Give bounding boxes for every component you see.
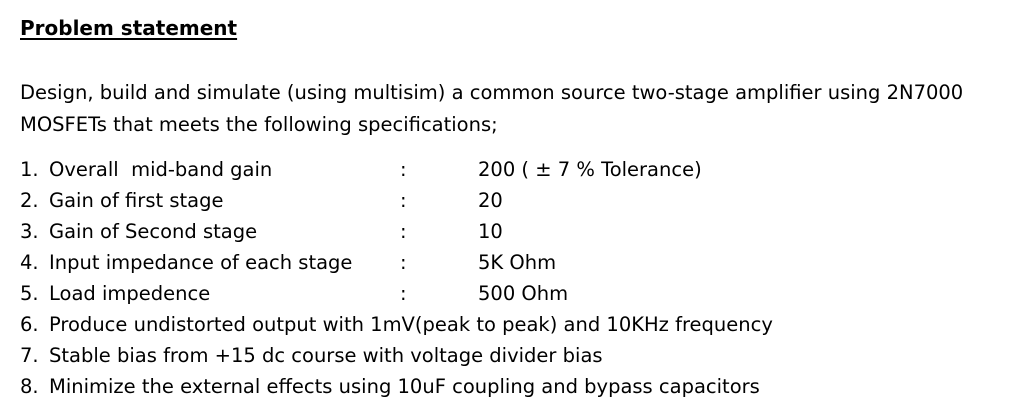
spec-number: 8. <box>20 375 39 398</box>
spec-number: 7. <box>20 344 39 367</box>
spec-colon: : <box>400 251 407 274</box>
spec-colon: : <box>400 158 407 181</box>
spec-item <box>20 249 773 280</box>
spec-value: 20 <box>478 189 503 212</box>
spec-label: Gain of first stage <box>49 189 224 212</box>
spec-number: 2. <box>20 189 39 212</box>
spec-item <box>20 342 773 373</box>
spec-number: 6. <box>20 313 39 336</box>
spec-colon: : <box>400 189 407 212</box>
section-heading: Problem statement <box>20 16 238 40</box>
spec-value: 200 ( ± 7 % Tolerance) <box>478 158 702 181</box>
intro-line: MOSFETs that meets the following specifications; <box>20 113 498 136</box>
intro-line: Design, build and simulate (using multisim) a common source two-stage amplifier using 2N7000 <box>20 81 964 104</box>
spec-text: Minimize the external effects using 10uF coupling and bypass capacitors <box>49 375 760 398</box>
spec-item <box>20 280 773 311</box>
spec-number: 3. <box>20 220 39 243</box>
spec-item <box>20 218 773 249</box>
spec-item <box>20 373 773 404</box>
intro-paragraph <box>20 77 1005 141</box>
specification-list <box>20 156 773 404</box>
spec-item <box>20 311 773 342</box>
spec-label: Load impedence <box>49 282 211 305</box>
spec-number: 1. <box>20 158 39 181</box>
spec-item <box>20 156 773 187</box>
spec-colon: : <box>400 220 407 243</box>
spec-label: Overall mid-band gain <box>49 158 273 181</box>
spec-label: Input impedance of each stage <box>49 251 353 274</box>
spec-text: Produce undistorted output with 1mV(peak to peak) and 10KHz frequency <box>49 313 773 336</box>
spec-value: 5K Ohm <box>478 251 557 274</box>
spec-number: 4. <box>20 251 39 274</box>
spec-number: 5. <box>20 282 39 305</box>
spec-colon: : <box>400 282 407 305</box>
spec-value: 500 Ohm <box>478 282 569 305</box>
spec-item <box>20 187 773 218</box>
spec-text: Stable bias from +15 dc course with voltage divider bias <box>49 344 603 367</box>
spec-value: 10 <box>478 220 503 243</box>
spec-label: Gain of Second stage <box>49 220 258 243</box>
